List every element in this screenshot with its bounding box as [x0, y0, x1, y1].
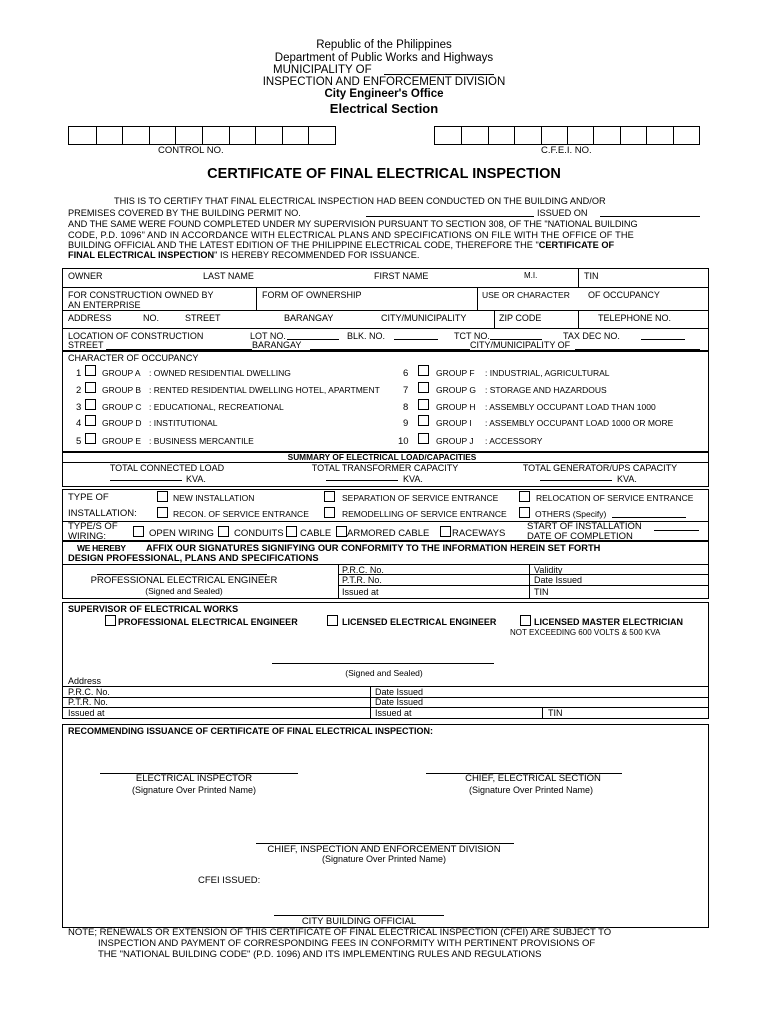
inspector-label: ELECTRICAL INSPECTOR: [135, 773, 253, 784]
enterprise-label: AN ENTERPRISE: [68, 300, 141, 310]
first-name-label: FIRST NAME: [374, 271, 429, 281]
completion-label: DATE OF COMPLETION: [527, 531, 633, 542]
supervisor-lme-checkbox[interactable]: [520, 615, 531, 626]
occupancy-group: GROUP I: [436, 418, 472, 428]
cable-checkbox[interactable]: [286, 526, 297, 537]
intro-line-6: FINAL ELECTRICAL INSPECTION" IS HEREBY RECOMMENDED FOR ISSUANCE.: [68, 250, 420, 260]
page-title: CERTIFICATE OF FINAL ELECTRICAL INSPECTION: [207, 166, 561, 182]
occupancy-number: 2: [76, 385, 82, 396]
new-installation-checkbox[interactable]: [157, 491, 168, 502]
blk-no-field[interactable]: [394, 330, 438, 340]
occupancy-group: GROUP F: [436, 368, 475, 378]
design-pee-label: PROFESSIONAL ELECTRICAL ENGINEER: [90, 575, 278, 586]
occupancy-description: : BUSINESS MERCANTILE: [149, 436, 254, 446]
cfei-no-boxes[interactable]: [434, 126, 700, 145]
intro-line-4: CODE, P.D. 1096" AND IN ACCORDANCE WITH ELECTRICAL PLANS AND SPECIFICATIONS ON FILE WITH THE OFFICE OF THE: [68, 230, 634, 240]
supervisor-pee-checkbox[interactable]: [105, 615, 116, 626]
location-barangay-field[interactable]: [310, 340, 470, 350]
relocation-checkbox[interactable]: [519, 491, 530, 502]
loads-summary-title: SUMMARY OF ELECTRICAL LOAD/CAPACITIES: [287, 452, 477, 462]
occupancy-group: GROUP J: [436, 436, 474, 446]
location-street-field[interactable]: [106, 340, 252, 350]
divider: [494, 310, 495, 328]
separation-label: SEPARATION OF SERVICE ENTRANCE: [342, 493, 499, 503]
owner-tin-label: TIN: [584, 271, 599, 281]
supervisor-lee-checkbox[interactable]: [327, 615, 338, 626]
permit-no-field[interactable]: [366, 207, 534, 217]
occupancy-description: : INDUSTRIAL, AGRICULTURAL: [485, 368, 610, 378]
conduits-label: CONDUITS: [234, 528, 284, 539]
control-no-label: CONTROL NO.: [158, 145, 224, 156]
start-label: START OF INSTALLATION: [527, 521, 642, 532]
occupancy-number: 7: [403, 385, 409, 396]
intro-line-5: BUILDING OFFICIAL AND THE LATEST EDITION OF THE PHILIPPINE ELECTRICAL CODE, THEREFORE THE "CERTIFICATE OF: [68, 240, 615, 250]
divider: [256, 287, 257, 310]
generator-kva: KVA.: [617, 474, 637, 484]
occupancy-number: 6: [403, 368, 409, 379]
municipality-blank[interactable]: [384, 63, 494, 75]
occupancy-number: 1: [76, 368, 82, 379]
design-tin-label: TIN: [534, 587, 549, 597]
design-date-issued-label: Date Issued: [534, 575, 583, 585]
cable-label: CABLE: [300, 528, 332, 539]
occupancy-group: GROUP E: [102, 436, 142, 446]
completion-field[interactable]: [640, 531, 699, 541]
owner-label: OWNER: [68, 271, 103, 281]
supervisor-lee-label: LICENSED ELECTRICAL ENGINEER: [342, 617, 497, 627]
chief-es-sig-label: (Signature Over Printed Name): [468, 785, 594, 795]
tax-dec-field[interactable]: [641, 330, 685, 340]
occupancy-number: 8: [403, 402, 409, 413]
zip-label: ZIP CODE: [499, 313, 542, 323]
use-character-label: USE OR CHARACTER: [482, 290, 570, 300]
raceways-checkbox[interactable]: [440, 526, 451, 537]
occupancy-checkbox[interactable]: [418, 382, 429, 393]
occupancy-checkbox[interactable]: [418, 415, 429, 426]
occupancy-checkbox[interactable]: [85, 399, 96, 410]
municipality-line: MUNICIPALITY OF: [273, 64, 372, 76]
supervisor-signature-line[interactable]: [272, 655, 494, 664]
tct-no-field[interactable]: [490, 330, 542, 340]
design-signed-label: (Signed and Sealed): [145, 586, 223, 596]
chief-ie-label: CHIEF, INSPECTION AND ENFORCEMENT DIVISION: [267, 844, 501, 855]
remodelling-checkbox[interactable]: [324, 507, 335, 518]
occupancy-number: 4: [76, 418, 82, 429]
tct-no-label: TCT NO.: [454, 331, 490, 341]
telephone-label: TELEPHONE NO.: [598, 313, 672, 323]
supervisor-issued-at-label: Issued at: [68, 708, 105, 718]
intro-line-3: AND THE SAME WERE FOUND COMPLETED UNDER MY SUPERVISION PURSUANT TO SECTION 308, OF THE "NATIONAL BUILDING: [68, 219, 638, 229]
installation-label: INSTALLATION:: [68, 508, 137, 519]
supervisor-date-issued-2: Date Issued: [375, 697, 424, 707]
divider: [62, 287, 709, 288]
divider: [477, 287, 478, 310]
occupancy-number: 5: [76, 436, 82, 447]
form-of-ownership-label: FORM OF OWNERSHIP: [262, 290, 362, 300]
occupancy-description: : INSTITUTIONAL: [149, 418, 218, 428]
construction-owned-label: FOR CONSTRUCTION OWNED BY: [68, 290, 214, 300]
design-signature-line[interactable]: [97, 566, 267, 575]
design-professional-label: DESIGN PROFESSIONAL, PLANS AND SPECIFICATIONS: [68, 553, 319, 563]
note-line-2: INSPECTION AND PAYMENT OF CORRESPONDING FEES IN CONFORMITY WITH PERTINENT PROVISIONS OF: [98, 938, 596, 949]
no-label: NO.: [143, 313, 160, 323]
occupancy-group: GROUP A: [102, 368, 141, 378]
occupancy-group: GROUP C: [102, 402, 142, 412]
others-checkbox[interactable]: [519, 507, 530, 518]
intro-line-2b: ISSUED ON: [537, 208, 588, 218]
occupancy-description: : OWNED RESIDENTIAL DWELLING: [149, 368, 291, 378]
divider: [338, 585, 709, 586]
generator-label: TOTAL GENERATOR/UPS CAPACITY: [522, 463, 678, 473]
issued-on-field[interactable]: [600, 207, 700, 217]
types-of-wiring-label: TYPE/S OF: [68, 521, 118, 532]
lot-no-field[interactable]: [287, 330, 339, 340]
location-label: LOCATION OF CONSTRUCTION: [68, 331, 204, 341]
chief-es-label: CHIEF, ELECTRICAL SECTION: [465, 773, 601, 784]
others-field[interactable]: [612, 508, 686, 518]
occupancy-checkbox[interactable]: [418, 399, 429, 410]
divider: [338, 574, 709, 575]
city-label: CITY/MUNICIPALITY: [381, 313, 467, 323]
supervisor-ptr-label: P.T.R. No.: [68, 697, 108, 707]
occupancy-checkbox[interactable]: [418, 365, 429, 376]
note-line-1: NOTE; RENEWALS OR EXTENSION OF THIS CERTIFICATE OF FINAL ELECTRICAL INSPECTION (CFEI) ARE SUBJECT TO: [68, 927, 612, 938]
type-of-label: TYPE OF: [68, 492, 109, 503]
design-ptr-label: P.T.R. No.: [342, 575, 382, 585]
supervisor-title: SUPERVISOR OF ELECTRICAL WORKS: [68, 604, 239, 614]
supervisor-pee-label: PROFESSIONAL ELECTRICAL ENGINEER: [118, 617, 298, 627]
control-no-boxes[interactable]: [68, 126, 336, 145]
new-installation-label: NEW INSTALLATION: [173, 493, 255, 503]
divider: [338, 564, 339, 599]
divider: [578, 310, 579, 328]
occupancy-group: GROUP D: [102, 418, 142, 428]
location-barangay-label: BARANGAY: [252, 340, 302, 350]
occupancy-title: CHARACTER OF OCCUPANCY: [68, 353, 199, 363]
occupancy-checkbox[interactable]: [85, 433, 96, 444]
transformer-label: TOTAL TRANSFORMER CAPACITY: [311, 463, 459, 473]
occupancy-description: : EDUCATIONAL, RECREATIONAL: [149, 402, 284, 412]
occupancy-checkbox[interactable]: [85, 415, 96, 426]
recon-label: RECON. OF SERVICE ENTRANCE: [173, 509, 309, 519]
division-line: INSPECTION AND ENFORCEMENT DIVISION: [262, 76, 506, 88]
start-field[interactable]: [654, 521, 699, 531]
divider: [62, 310, 709, 311]
note-line-3: THE "NATIONAL BUILDING CODE" (P.D. 1096) AND ITS IMPLEMENTING RULES AND REGULATIONS: [98, 949, 542, 960]
occupancy-number: 3: [76, 402, 82, 413]
design-validity-label: Validity: [534, 565, 563, 575]
divider: [578, 268, 579, 287]
last-name-label: LAST NAME: [203, 271, 254, 281]
address-label: ADDRESS: [68, 313, 112, 323]
open-wiring-checkbox[interactable]: [133, 526, 144, 537]
armored-cable-label: ARMORED CABLE: [347, 528, 430, 539]
occupancy-description: : ASSEMBLY OCCUPANT LOAD THAN 1000: [485, 402, 656, 412]
location-street-label: STREET: [68, 340, 104, 350]
occupancy-description: : ASSEMBLY OCCUPANT LOAD 1000 OR MORE: [485, 418, 674, 428]
republic-line: Republic of the Philippines: [316, 39, 452, 51]
department-line: Department of Public Works and Highways: [274, 52, 494, 64]
supervisor-lme-label: LICENSED MASTER ELECTRICIAN: [534, 617, 684, 627]
cfei-issued-label: CFEI ISSUED:: [198, 875, 261, 886]
occupancy-label: OF OCCUPANCY: [588, 290, 660, 300]
divider: [370, 686, 371, 719]
supervisor-address-label: Address: [68, 676, 102, 686]
street-label: STREET: [185, 313, 221, 323]
location-city-label: CITY/MUNICIPALITY OF: [470, 340, 571, 350]
occupancy-group: GROUP G: [436, 385, 476, 395]
transformer-kva: KVA.: [403, 474, 423, 484]
lot-no-label: LOT NO.: [250, 331, 286, 341]
divider: [529, 564, 530, 599]
others-label: OTHERS (Specify): [535, 509, 607, 519]
occupancy-checkbox[interactable]: [85, 365, 96, 376]
armored-cable-checkbox[interactable]: [336, 526, 347, 537]
cfei-no-label: C.F.E.I. NO.: [541, 145, 592, 156]
occupancy-description: : STORAGE AND HAZARDOUS: [485, 385, 607, 395]
separation-checkbox[interactable]: [324, 491, 335, 502]
divider: [62, 564, 709, 565]
blk-no-label: BLK. NO.: [347, 331, 386, 341]
section-line: Electrical Section: [329, 101, 439, 116]
generator-field[interactable]: [540, 472, 612, 481]
official-label: CITY BUILDING OFFICIAL: [301, 916, 417, 927]
mi-label: M.I.: [524, 271, 538, 280]
divider: [62, 328, 709, 329]
conduits-checkbox[interactable]: [218, 526, 229, 537]
affix-label: AFFIX OUR SIGNATURES SIGNIFYING OUR CONFORMITY TO THE INFORMATION HEREIN SET FORTH: [146, 543, 601, 553]
supervisor-signed-label: (Signed and Sealed): [345, 668, 423, 678]
we-hereby-label: WE HEREBY: [77, 543, 126, 553]
occupancy-number: 9: [403, 418, 409, 429]
connected-load-label: TOTAL CONNECTED LOAD: [109, 463, 225, 473]
design-prc-label: P.R.C. No.: [342, 565, 384, 575]
wiring-label: WIRING:: [68, 531, 106, 542]
divider: [542, 707, 543, 719]
office-line: City Engineer's Office: [324, 88, 444, 100]
raceways-label: RACEWAYS: [452, 528, 506, 539]
occupancy-description: : RENTED RESIDENTIAL DWELLING HOTEL, APARTMENT: [149, 385, 380, 395]
relocation-label: RELOCATION OF SERVICE ENTRANCE: [536, 493, 694, 503]
occupancy-group: GROUP B: [102, 385, 142, 395]
connected-load-field[interactable]: [110, 472, 182, 481]
intro-line-2a: PREMISES COVERED BY THE BUILDING PERMIT NO.: [68, 208, 301, 218]
recommend-title: RECOMMENDING ISSUANCE OF CERTIFICATE OF FINAL ELECTRICAL INSPECTION:: [68, 726, 434, 736]
occupancy-description: : ACCESSORY: [485, 436, 543, 446]
inspector-sig-label: (Signature Over Printed Name): [131, 785, 257, 795]
remodelling-label: REMODELLING OF SERVICE ENTRANCE: [342, 509, 507, 519]
occupancy-checkbox[interactable]: [418, 433, 429, 444]
occupancy-checkbox[interactable]: [85, 382, 96, 393]
supervisor-date-issued-1: Date Issued: [375, 687, 424, 697]
supervisor-tin-label: TIN: [548, 708, 563, 718]
supervisor-prc-label: P.R.C. No.: [68, 687, 110, 697]
supervisor-limit-label: NOT EXCEEDING 600 VOLTS & 500 KVA: [510, 628, 661, 637]
supervisor-issued-at-label-2: Issued at: [375, 708, 412, 718]
recommend-section: [62, 724, 709, 928]
recon-checkbox[interactable]: [157, 507, 168, 518]
tax-dec-label: TAX DEC NO.: [563, 331, 620, 341]
occupancy-group: GROUP H: [436, 402, 476, 412]
design-issued-at-label: Issued at: [342, 587, 379, 597]
connected-kva: KVA.: [186, 474, 206, 484]
location-city-field[interactable]: [575, 340, 700, 350]
chief-ie-sig-label: (Signature Over Printed Name): [321, 854, 447, 864]
transformer-field[interactable]: [326, 472, 398, 481]
open-wiring-label: OPEN WIRING: [149, 528, 214, 539]
occupancy-number: 10: [398, 436, 409, 447]
barangay-label: BARANGAY: [284, 313, 334, 323]
intro-line-1: THIS IS TO CERTIFY THAT FINAL ELECTRICAL INSPECTION HAD BEEN CONDUCTED ON THE BUILDING AND/OR: [114, 196, 606, 206]
